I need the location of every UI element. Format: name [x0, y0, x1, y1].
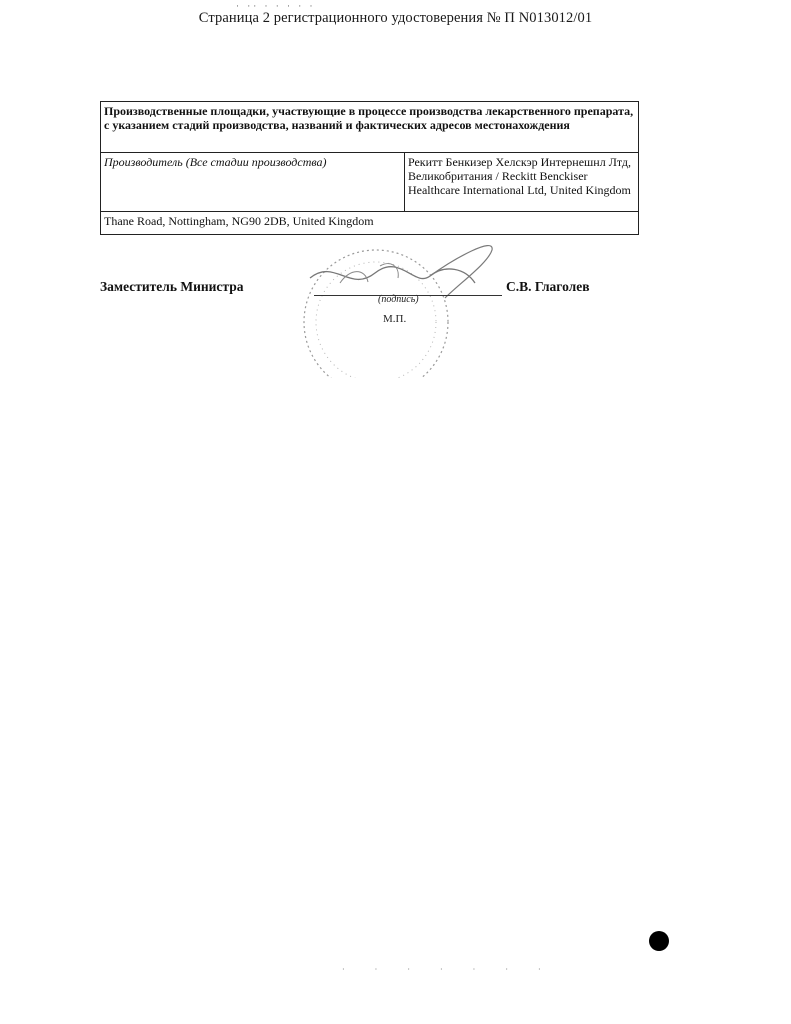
- table-heading: Производственные площадки, участвующие в процессе производства лекарственного препарата, с указанием стадий производства, названий и фактических адресов местонахождения: [101, 102, 639, 153]
- signature-block: [100, 279, 620, 309]
- table-row: [101, 153, 639, 212]
- page-title: Страница 2 регистрационного удостоверения № П N013012/01: [198, 10, 593, 26]
- scan-specks-bottom: · · · · · · ·: [342, 965, 555, 974]
- table-heading-row: [101, 102, 639, 153]
- production-sites-table: [100, 101, 639, 235]
- table-row: [101, 212, 639, 235]
- manufacturer-role-cell: Производитель (Все стадии производства): [101, 153, 405, 212]
- signer-position: Заместитель Министра: [100, 279, 244, 294]
- signer-name: С.В. Глаголев: [506, 279, 590, 294]
- manufacturer-address-cell: Thane Road, Nottingham, NG90 2DB, United Kingdom: [101, 212, 639, 235]
- scan-specks-top: · ·· · · · · ·: [236, 1, 316, 11]
- stamp-caption: М.П.: [383, 313, 407, 325]
- signature-caption: (подпись): [378, 294, 419, 305]
- punch-hole-mark: [649, 931, 669, 951]
- manufacturer-name-cell: Рекитт Бенкизер Хелскэр Интернешнл Лтд, Великобритания / Reckitt Benckiser Healthcare International Ltd, United Kingdom: [404, 153, 638, 212]
